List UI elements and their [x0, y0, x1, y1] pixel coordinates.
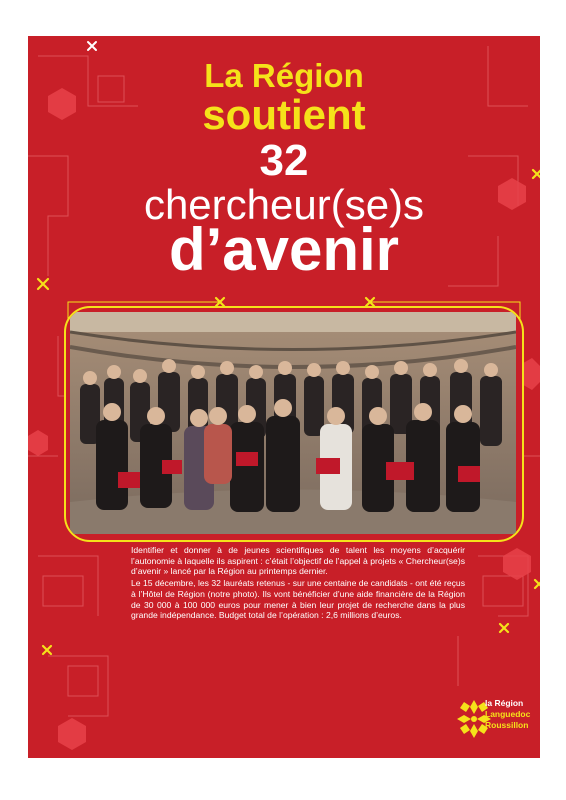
- title-line-2: soutient: [202, 91, 366, 138]
- white-x-mark: [88, 42, 96, 50]
- region-logo-text: [485, 698, 530, 731]
- title-line-3: 32: [259, 136, 309, 185]
- article-paragraph-1: Identifier et donner à de jeunes scientifiques de talent les moyens d’acquérir l’autonomie à laquelle ils aspirent : c’était l’objectif de l’appel à projets « Chercheur(se)s d’avenir » lancé par la Région au printemps dernier.: [131, 545, 465, 577]
- article-body: [131, 545, 465, 622]
- group-photo-frame: [64, 306, 524, 542]
- magazine-page: [28, 36, 540, 758]
- title-line-1: La Région: [204, 57, 364, 94]
- title-line-5: d’avenir: [168, 216, 400, 283]
- logo-line-2: Languedoc: [485, 709, 531, 719]
- group-photo: [70, 312, 516, 534]
- logo-line-1: la Région: [485, 698, 524, 708]
- logo-line-3: Roussillon: [485, 720, 529, 730]
- article-paragraph-2: Le 15 décembre, les 32 lauréats retenus - sur une centaine de candidats - ont été reçus à l’Hôtel de Région (notre photo). Ils vont bénéficier d’une aide financière de la Région de 30 000 à 100 000 euros pour mener à bien leur projet de recherche dans la plus grande indépendance. Budget total de l’opération : 2,6 millions d’euros.: [131, 578, 465, 621]
- title-line-4: chercheur(se)s: [143, 181, 425, 228]
